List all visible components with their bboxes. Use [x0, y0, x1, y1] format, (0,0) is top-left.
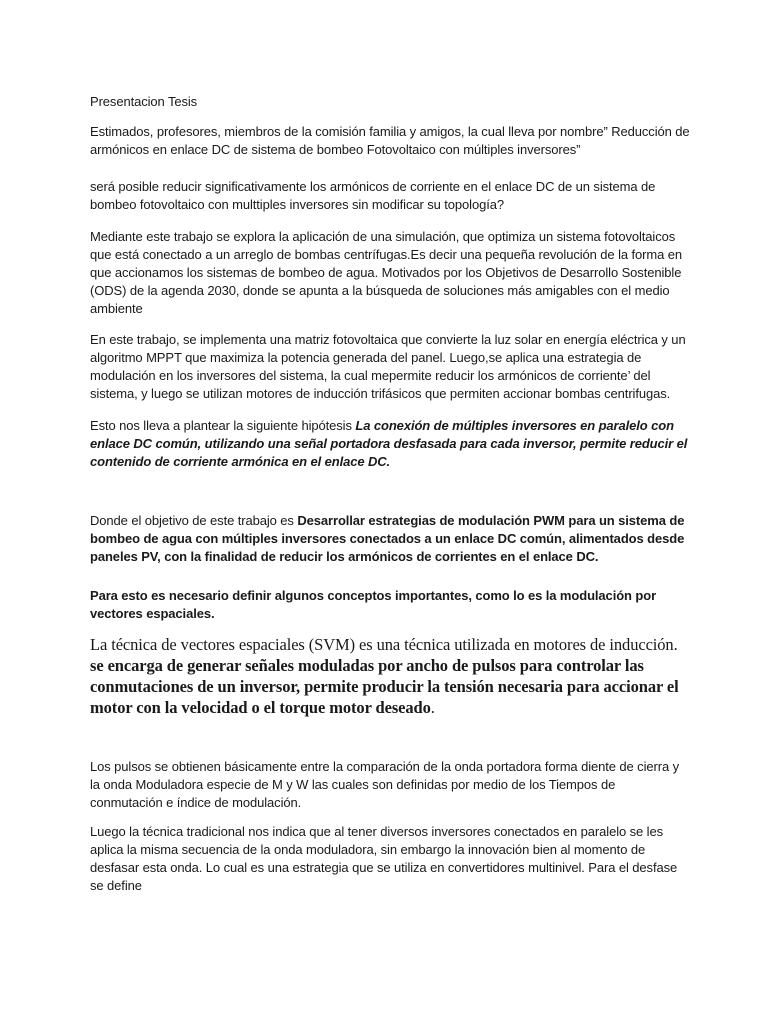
hypothesis-intro: Esto nos lleva a plantear la siguiente hipótesis	[90, 418, 356, 433]
svm-end: .	[430, 698, 435, 717]
svm-intro: La técnica de vectores espaciales (SVM) es una técnica utilizada en motores de inducción.	[90, 635, 678, 654]
paragraph-svm	[90, 634, 680, 718]
paragraph-research-question: será posible reducir significativamente los armónicos de corriente en el enlace DC de un sistema de bombeo fotovoltaico con multtiples inversores sin modificar su topología?	[90, 179, 656, 212]
hypothesis-text: La conexión de múltiples inversores en paralelo con enlace DC común, utilizando una señal portadora desfasada para cada inversor, permite reducir el contenido de corriente armónica en el enlace DC.	[90, 418, 688, 469]
objective-text: Desarrollar estrategias de modulación PWM para un sistema de bombeo de agua con múltiples inversores conectados a un enlace DC común, alimentados desde paneles PV, con la finalidad de reducir los armónicos de corrientes en el enlace DC.	[90, 513, 685, 564]
paragraph-objective	[90, 512, 690, 566]
svm-bold: se encarga de generar señales moduladas por ancho de pulsos para controlar las conmutaciones de un inversor, permite producir la tensión necesaria para accionar el motor con la velocidad o el torque motor deseado	[90, 656, 679, 717]
objective-intro: Donde el objetivo de este trabajo es	[90, 513, 298, 528]
paragraph-pulses: Los pulsos se obtienen básicamente entre la comparación de la onda portadora forma diente de cierra y la onda Moduladora especie de M y W las cuales son definidas por medio de los Tiempos de conmutación e índice de modulación.	[90, 759, 679, 810]
paragraph-concepts	[90, 587, 690, 623]
concepts-text: Para esto es necesario definir algunos conceptos importantes, como lo es la modulación por vectores espaciales.	[90, 588, 657, 621]
document-title: Presentacion Tesis	[90, 94, 198, 109]
paragraph-implementation: En este trabajo, se implementa una matriz fotovoltaica que convierte la luz solar en energía eléctrica y un algoritmo MPPT que maximiza la potencia generada del panel. Luego,se aplica una estrategia de modulación en los inversores del sistema, la cual mepermite reducir los armónicos de corriente’ del sistema, y luego se utilizan motores de inducción trifásicos que permiten accionar bombas centrifugas.	[90, 332, 686, 401]
paragraph-simulation: Mediante este trabajo se explora la aplicación de una simulación, que optimiza un sistema fotovoltaicos que está conectado a un arreglo de bombas centrífugas.Es decir una pequeña revolución de la forma en que accionamos los sistemas de bombeo de agua. Motivados por los Objetivos de Desarrollo Sostenible (ODS) de la agenda 2030, donde se apunta a la búsqueda de soluciones más amigables con el medio ambiente	[90, 229, 683, 316]
paragraph-greeting: Estimados, profesores, miembros de la comisión familia y amigos, la cual lleva por nombre” Reducción de armónicos en enlace DC de sistema de bombeo Fotovoltaico con múltiples inversores”	[90, 124, 690, 157]
paragraph-traditional-technique: Luego la técnica tradicional nos indica que al tener diversos inversores conectados en paralelo se les aplica la misma secuencia de la onda moduladora, sin embargo la innovación bien al momento de desfasar esta onda. Lo cual es una estrategia que se utiliza en convertidores multinivel. Para el desfase se define	[90, 824, 678, 893]
paragraph-hypothesis	[90, 417, 690, 471]
